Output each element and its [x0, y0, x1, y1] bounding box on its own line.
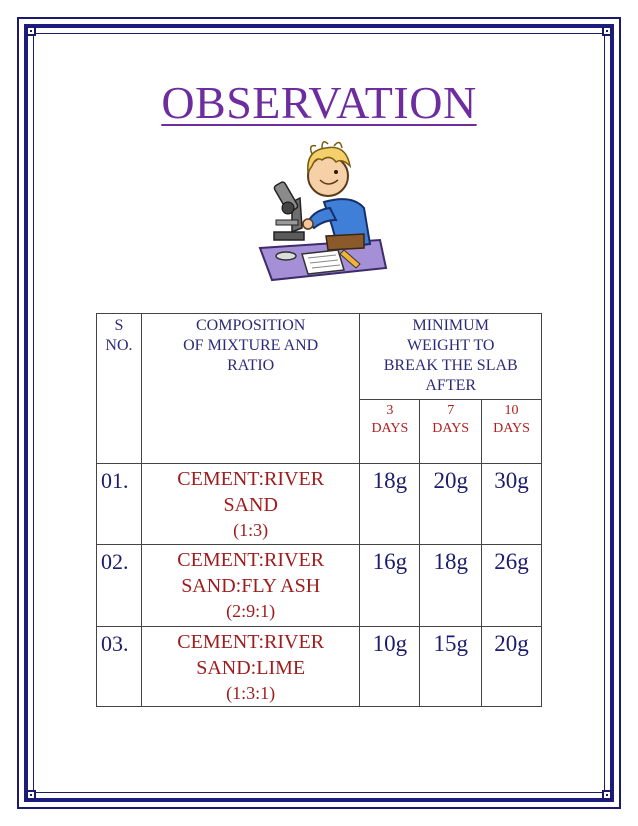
cell-day-10: 26g [482, 545, 542, 627]
header-sno-line: NO. [105, 337, 133, 354]
day-number: 7 [447, 403, 455, 418]
composition-line: CEMENT:RIVER [177, 468, 325, 490]
day-number: 3 [386, 403, 394, 418]
header-sno-line: S [114, 317, 124, 334]
border-corner-bottom-right [602, 790, 612, 800]
cell-day-7: 15g [420, 627, 482, 707]
composition-ratio: (1:3) [233, 520, 269, 540]
cell-sno: 01. [97, 464, 142, 545]
composition-line: SAND:LIME [196, 657, 306, 679]
cell-composition [141, 545, 360, 627]
student-microscope-icon [252, 136, 388, 286]
cell-day-3: 18g [360, 464, 420, 545]
header-day-3 [360, 400, 420, 464]
cell-sno: 02. [97, 545, 142, 627]
header-weight-line: MINIMUM [412, 317, 489, 334]
day-label: DAYS [432, 421, 470, 436]
cell-day-7: 18g [420, 545, 482, 627]
table-header-row [97, 314, 542, 400]
page-title: OBSERVATION [161, 77, 477, 128]
cell-day-3: 10g [360, 627, 420, 707]
header-weight-line: AFTER [425, 377, 477, 394]
cell-day-10: 30g [482, 464, 542, 545]
table-row [97, 627, 542, 707]
border-corner-top-left [26, 26, 36, 36]
header-min-weight [360, 314, 542, 400]
table-row [97, 545, 542, 627]
border-corner-bottom-left [26, 790, 36, 800]
header-sno [97, 314, 142, 464]
border-corner-top-right [602, 26, 612, 36]
composition-line: CEMENT:RIVER [177, 549, 325, 571]
cell-composition [141, 627, 360, 707]
header-day-10 [482, 400, 542, 464]
day-label: DAYS [493, 421, 530, 436]
cell-composition [141, 464, 360, 545]
cell-day-10: 20g [482, 627, 542, 707]
cell-day-7: 20g [420, 464, 482, 545]
header-composition [141, 314, 360, 464]
header-composition-line: RATIO [227, 357, 275, 374]
composition-line: SAND [223, 494, 278, 516]
day-number: 10 [504, 403, 519, 418]
composition-ratio: (1:3:1) [226, 683, 276, 703]
cell-sno: 03. [97, 627, 142, 707]
header-composition-line: COMPOSITION [196, 317, 306, 334]
header-day-7 [420, 400, 482, 464]
day-label: DAYS [371, 421, 409, 436]
observation-table [96, 313, 542, 707]
header-weight-line: WEIGHT TO [406, 337, 495, 354]
table-row [97, 464, 542, 545]
composition-line: CEMENT:RIVER [177, 631, 325, 653]
header-composition-line: OF MIXTURE AND [183, 337, 319, 354]
composition-line: SAND:FLY ASH [181, 575, 321, 597]
composition-ratio: (2:9:1) [226, 601, 276, 621]
cell-day-3: 16g [360, 545, 420, 627]
header-weight-line: BREAK THE SLAB [383, 357, 518, 374]
